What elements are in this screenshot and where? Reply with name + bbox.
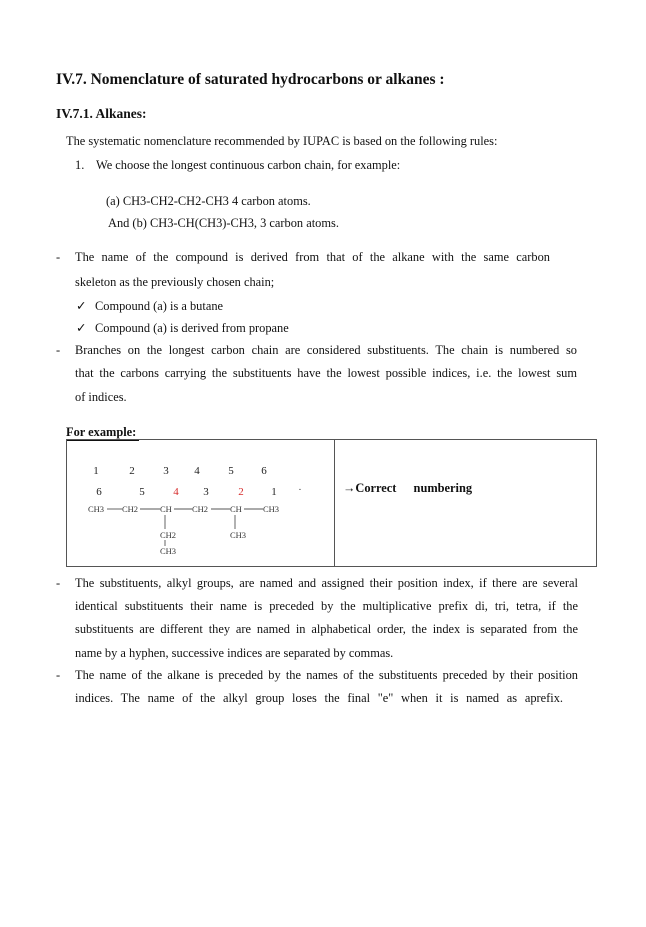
checkmark-icon: ✓: [76, 321, 87, 335]
top-number: 6: [261, 465, 267, 477]
bullet-3-line-4: name by a hyphen, successive indices are separated by commas.: [75, 646, 394, 660]
intro-text: The systematic nomenclature recommended by IUPAC is based on the following rules:: [66, 134, 498, 148]
top-number: 3: [163, 465, 169, 477]
example-a: (a) CH3-CH2-CH2-CH3 4 carbon atoms.: [106, 194, 311, 208]
example-b: And (b) CH3-CH(CH3)-CH3, 3 carbon atoms.: [108, 216, 339, 230]
rule-number: 1.: [75, 158, 85, 172]
top-number: 2: [129, 465, 135, 477]
table-divider: [334, 439, 335, 567]
bottom-number: 5: [139, 486, 145, 498]
check-item-1: Compound (a) is a butane: [95, 299, 224, 313]
chain-atom: CH2: [192, 504, 209, 514]
chain-atom: CH: [230, 504, 242, 514]
bullet-2-line-1: Branches on the longest carbon chain are considered substituents. The chain is numbered so: [75, 343, 577, 357]
bullet-4-line-1: The name of the alkane is preceded by the names of the substituents preceded by their position: [75, 668, 578, 682]
top-number: 1: [93, 465, 99, 477]
chain-atom: CH3: [88, 504, 105, 514]
dash-bullet: -: [56, 250, 61, 264]
rule-1-text: We choose the longest continuous carbon chain, for example:: [96, 158, 401, 172]
bottom-number: 3: [203, 486, 209, 498]
check-item-2: Compound (a) is derived from propane: [95, 321, 289, 335]
bullet-2-line-3: of indices.: [75, 390, 127, 404]
branch-atom: CH3: [230, 530, 247, 540]
page-title: IV.7. Nomenclature of saturated hydrocarbons or alkanes :: [56, 71, 445, 88]
bullet-2-line-2: that the carbons carrying the substituents have the lowest possible indices, i.e. the lowest sum: [75, 366, 577, 380]
chain-atom: CH: [160, 504, 172, 514]
branch-atom: CH3: [160, 546, 177, 556]
dot-mark: ·: [298, 484, 302, 496]
bottom-number: 1: [271, 486, 277, 498]
dash-bullet: -: [56, 343, 61, 357]
bullet-3-line-2: identical substituents their name is preceded by the multiplicative prefix di, tri, tetra, if the: [75, 599, 578, 613]
correct-numbering-label: [343, 481, 472, 496]
chain-atom: CH2: [122, 504, 139, 514]
bullet-1-line-2: skeleton as the previously chosen chain;: [75, 275, 275, 289]
bullet-3-line-1: The substituents, alkyl groups, are named and assigned their position index, if there are several: [75, 576, 578, 590]
bottom-number-highlighted: 4: [173, 486, 179, 498]
structure-diagram: [66, 439, 334, 567]
bullet-4-line-2: indices. The name of the alkyl group loses the final "e" when it is named as aprefix.: [75, 691, 563, 705]
correct-label: →Correct: [343, 481, 397, 495]
bottom-number: 6: [96, 486, 102, 498]
chain-atom: CH3: [263, 504, 280, 514]
branch-atom: CH2: [160, 530, 177, 540]
section-heading: IV.7.1. Alkanes:: [56, 106, 147, 121]
dash-bullet: -: [56, 668, 61, 682]
bullet-1-line-1: The name of the compound is derived from that of the alkane with the same carbon: [75, 250, 550, 264]
checkmark-icon: ✓: [76, 299, 87, 313]
dash-bullet: -: [56, 576, 61, 590]
example-label: For example:: [66, 425, 137, 439]
bottom-number-highlighted: 2: [238, 486, 244, 498]
bullet-3-line-3: substituents are different they are named in alphabetical order, the index is separated from the: [75, 622, 578, 636]
top-number: 5: [228, 465, 234, 477]
top-number: 4: [194, 465, 200, 477]
numbering-label: numbering: [413, 481, 473, 495]
